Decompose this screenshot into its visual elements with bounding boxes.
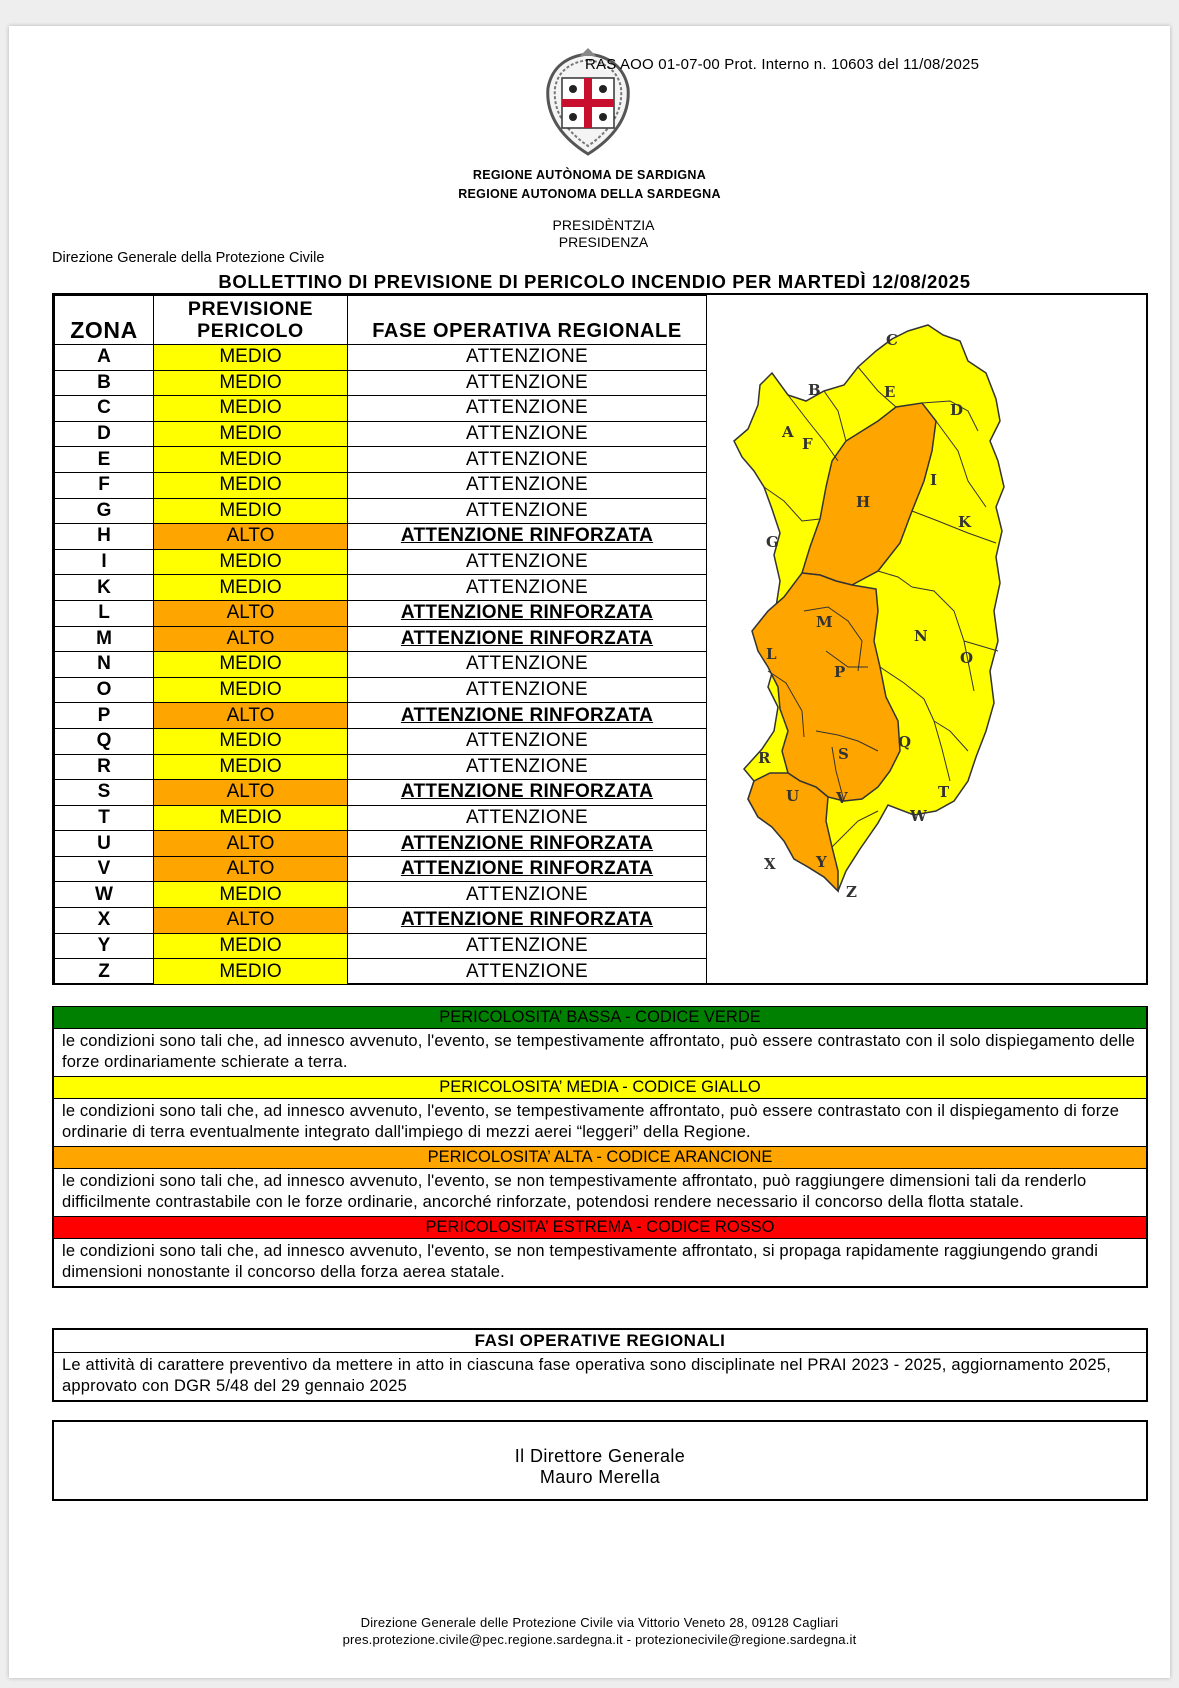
zone-operational-phase: ATTENZIONE [348, 447, 707, 473]
zone-hazard-level: ALTO [154, 856, 348, 882]
map-label-b: B [808, 381, 821, 399]
zone-operational-phase: ATTENZIONE RINFORZATA [348, 780, 707, 806]
map-label-i: I [930, 471, 938, 489]
zone-row [55, 626, 707, 652]
signature-role: Il Direttore Generale [514, 1446, 686, 1466]
zone-code: N [55, 652, 154, 678]
zone-code: Z [55, 959, 154, 985]
map-label-o: O [960, 649, 974, 667]
zone-row [55, 882, 707, 908]
zone-operational-phase: ATTENZIONE RINFORZATA [348, 600, 707, 626]
zone-row [55, 549, 707, 575]
zone-hazard-level: MEDIO [154, 498, 348, 524]
legend-band: PERICOLOSITA’ BASSA - CODICE VERDE [54, 1006, 1146, 1029]
zone-operational-phase: ATTENZIONE [348, 472, 707, 498]
map-label-w: W [910, 807, 927, 825]
map-label-n: N [914, 627, 928, 645]
zone-operational-phase: ATTENZIONE [348, 549, 707, 575]
header-zone: ZONA [55, 296, 154, 345]
zone-operational-phase: ATTENZIONE [348, 754, 707, 780]
zone-row [55, 728, 707, 754]
zone-row [55, 831, 707, 857]
zone-row [55, 677, 707, 703]
zone-operational-phase: ATTENZIONE [348, 728, 707, 754]
zone-operational-phase: ATTENZIONE [348, 345, 707, 371]
zone-row [55, 600, 707, 626]
map-label-x: X [764, 855, 776, 873]
zone-code: T [55, 805, 154, 831]
zone-operational-phase: ATTENZIONE [348, 805, 707, 831]
zone-operational-phase: ATTENZIONE [348, 959, 707, 985]
zone-code: L [55, 600, 154, 626]
legend-description: le condizioni sono tali che, ad innesco avvenuto, l'evento, se non tempestivamente affrontato, può raggiungere dimensioni tali da renderlo difficilmente contrastabile con le forze ordinarie, ancorché rinforzate, potendosi rendere necessario il concorso della flotta statale. [62, 1172, 1087, 1211]
zone-row [55, 472, 707, 498]
zone-row [55, 856, 707, 882]
zone-row [55, 933, 707, 959]
zone-operational-phase: ATTENZIONE RINFORZATA [348, 856, 707, 882]
map-label-s: S [838, 745, 849, 763]
zone-code: R [55, 754, 154, 780]
zone-hazard-level: MEDIO [154, 933, 348, 959]
zone-operational-phase: ATTENZIONE RINFORZATA [348, 524, 707, 550]
footer-address: Direzione Generale delle Protezione Civile via Vittorio Veneto 28, 09128 Cagliari [360, 1615, 839, 1630]
zone-row [55, 908, 707, 934]
zone-code: G [55, 498, 154, 524]
zone-code: D [55, 421, 154, 447]
zone-row [55, 805, 707, 831]
zone-row [55, 447, 707, 473]
table-spacer-row [55, 984, 707, 1007]
map-label-e: E [884, 383, 896, 401]
zone-operational-phase: ATTENZIONE [348, 421, 707, 447]
zone-row [55, 421, 707, 447]
zone-hazard-level: MEDIO [154, 882, 348, 908]
zone-row [55, 575, 707, 601]
zone-operational-phase: ATTENZIONE RINFORZATA [348, 703, 707, 729]
zone-code: P [55, 703, 154, 729]
map-label-k: K [958, 513, 972, 531]
zone-row [55, 524, 707, 550]
map-label-y: Y [816, 853, 827, 871]
zone-hazard-level: ALTO [154, 626, 348, 652]
zone-hazard-level: ALTO [154, 703, 348, 729]
zone-hazard-level: MEDIO [154, 549, 348, 575]
zone-code: X [55, 908, 154, 934]
header-forecast [154, 296, 348, 345]
legend-description: le condizioni sono tali che, ad innesco avvenuto, l'evento, se tempestivamente affrontato, può essere contrastato con il solo dispiegamento delle forze ordinariamente schierate a terra. [62, 1032, 1135, 1071]
operational-phases-text: Le attività di carattere preventivo da mettere in atto in ciascuna fase operativa sono disciplinate nel PRAI 2023 - 2025, aggiornamento 2025, approvato con DGR 5/48 del 29 gennaio 2025 [62, 1356, 1112, 1395]
zone-hazard-level: MEDIO [154, 396, 348, 422]
zone-row [55, 780, 707, 806]
map-label-z: Z [846, 883, 857, 901]
map-label-r: R [758, 749, 771, 767]
zone-code: A [55, 345, 154, 371]
zone-operational-phase: ATTENZIONE [348, 370, 707, 396]
zone-hazard-level: ALTO [154, 780, 348, 806]
zone-hazard-level: MEDIO [154, 370, 348, 396]
zone-row [55, 652, 707, 678]
zone-operational-phase: ATTENZIONE [348, 575, 707, 601]
zone-code: O [55, 677, 154, 703]
hazard-legend [52, 1006, 1148, 1288]
header-forecast-line2: PERICOLO [197, 320, 304, 342]
zone-operational-phase: ATTENZIONE RINFORZATA [348, 831, 707, 857]
footer-emails: pres.protezione.civile@pec.regione.sardegna.it - protezionecivile@regione.sardegna.it [342, 1632, 857, 1647]
legend-description: le condizioni sono tali che, ad innesco avvenuto, l'evento, se tempestivamente affrontato, può essere contrastato con il dispiegamento di forze ordinarie di terra eventualmente integrato dall'impiego di mezzi aerei “leggeri” della Regione. [62, 1102, 1120, 1141]
zone-operational-phase: ATTENZIONE [348, 933, 707, 959]
zone-row [55, 754, 707, 780]
header-phase: FASE OPERATIVA REGIONALE [348, 296, 707, 345]
zone-code: Y [55, 933, 154, 959]
bulletin-title: BOLLETTINO DI PREVISIONE DI PERICOLO INCENDIO PER MARTEDÌ 12/08/2025 [218, 271, 971, 292]
map-label-m: M [816, 613, 833, 631]
zone-code: U [55, 831, 154, 857]
zone-hazard-level: MEDIO [154, 345, 348, 371]
region-name-italian: REGIONE AUTONOMA DELLA SARDEGNA [458, 187, 721, 201]
map-label-c: C [886, 331, 898, 349]
zone-operational-phase: ATTENZIONE RINFORZATA [348, 626, 707, 652]
zone-code: F [55, 472, 154, 498]
legend-band: PERICOLOSITA’ MEDIA - CODICE GIALLO [54, 1076, 1146, 1099]
presidency-italian: PRESIDENZA [558, 234, 649, 250]
zone-hazard-level: MEDIO [154, 805, 348, 831]
zone-row [55, 703, 707, 729]
map-label-q: Q [898, 733, 912, 751]
zone-operational-phase: ATTENZIONE [348, 652, 707, 678]
map-label-f: F [802, 435, 813, 453]
zone-hazard-level: ALTO [154, 600, 348, 626]
zone-code: H [55, 524, 154, 550]
map-label-h: H [856, 493, 871, 511]
zone-operational-phase: ATTENZIONE [348, 677, 707, 703]
presidency-sardinian: PRESIDÈNTZIA [552, 217, 655, 233]
sardinia-zone-map [728, 311, 1088, 951]
directorate-name: Direzione Generale della Protezione Civile [52, 250, 325, 266]
legend-band: PERICOLOSITA’ ALTA - CODICE ARANCIONE [54, 1146, 1146, 1169]
zone-hazard-level: ALTO [154, 831, 348, 857]
zone-operational-phase: ATTENZIONE [348, 882, 707, 908]
zone-hazard-level: ALTO [154, 908, 348, 934]
zone-code: S [55, 780, 154, 806]
zone-hazard-level: MEDIO [154, 472, 348, 498]
map-label-u: U [786, 787, 800, 805]
zone-operational-phase: ATTENZIONE RINFORZATA [348, 908, 707, 934]
zone-code: E [55, 447, 154, 473]
zone-code: B [55, 370, 154, 396]
map-label-p: P [834, 663, 846, 681]
header-forecast-line1: PREVISIONE [187, 298, 314, 320]
zone-hazard-level: MEDIO [154, 652, 348, 678]
zone-code: C [55, 396, 154, 422]
forecast-box [52, 293, 1148, 985]
zone-row [55, 396, 707, 422]
zone-code: Q [55, 728, 154, 754]
zone-hazard-level: MEDIO [154, 677, 348, 703]
zone-hazard-level: MEDIO [154, 421, 348, 447]
operational-phases-title: FASI OPERATIVE REGIONALI [54, 1330, 1146, 1353]
zone-code: W [55, 882, 154, 908]
zone-table-body [55, 345, 707, 1007]
zone-hazard-level: MEDIO [154, 575, 348, 601]
zone-code: K [55, 575, 154, 601]
zone-code: M [55, 626, 154, 652]
zone-code: V [55, 856, 154, 882]
zone-row [55, 498, 707, 524]
signature-name: Mauro Merella [539, 1467, 661, 1487]
signature-box [52, 1420, 1148, 1501]
zone-table [54, 295, 707, 1007]
region-name-sardinian: REGIONE AUTÒNOMA DE SARDIGNA [472, 168, 707, 182]
spacer-cell [55, 984, 707, 1007]
map-label-g: G [766, 533, 779, 551]
operational-phases-box [52, 1328, 1148, 1402]
map-label-d: D [950, 401, 964, 419]
legend-band: PERICOLOSITA’ ESTREMA - CODICE ROSSO [54, 1216, 1146, 1239]
zone-row [55, 370, 707, 396]
zone-operational-phase: ATTENZIONE [348, 498, 707, 524]
zone-code: I [55, 549, 154, 575]
zone-hazard-level: MEDIO [154, 447, 348, 473]
zone-hazard-level: MEDIO [154, 754, 348, 780]
zone-row [55, 959, 707, 985]
zone-hazard-level: MEDIO [154, 959, 348, 985]
legend-description: le condizioni sono tali che, ad innesco avvenuto, l'evento, se non tempestivamente affrontato, si propaga rapidamente raggiungendo grandi dimensioni nonostante il concorso della forza aerea statale. [62, 1242, 1099, 1281]
protocol-number: RAS AOO 01-07-00 Prot. Interno n. 10603 del 11/08/2025 [585, 56, 980, 73]
zone-row [55, 345, 707, 371]
map-label-l: L [766, 645, 777, 663]
zone-hazard-level: MEDIO [154, 728, 348, 754]
zone-operational-phase: ATTENZIONE [348, 396, 707, 422]
map-label-v: V [836, 789, 848, 807]
zone-hazard-level: ALTO [154, 524, 348, 550]
map-label-t: T [938, 783, 950, 801]
map-label-a: A [782, 423, 794, 441]
